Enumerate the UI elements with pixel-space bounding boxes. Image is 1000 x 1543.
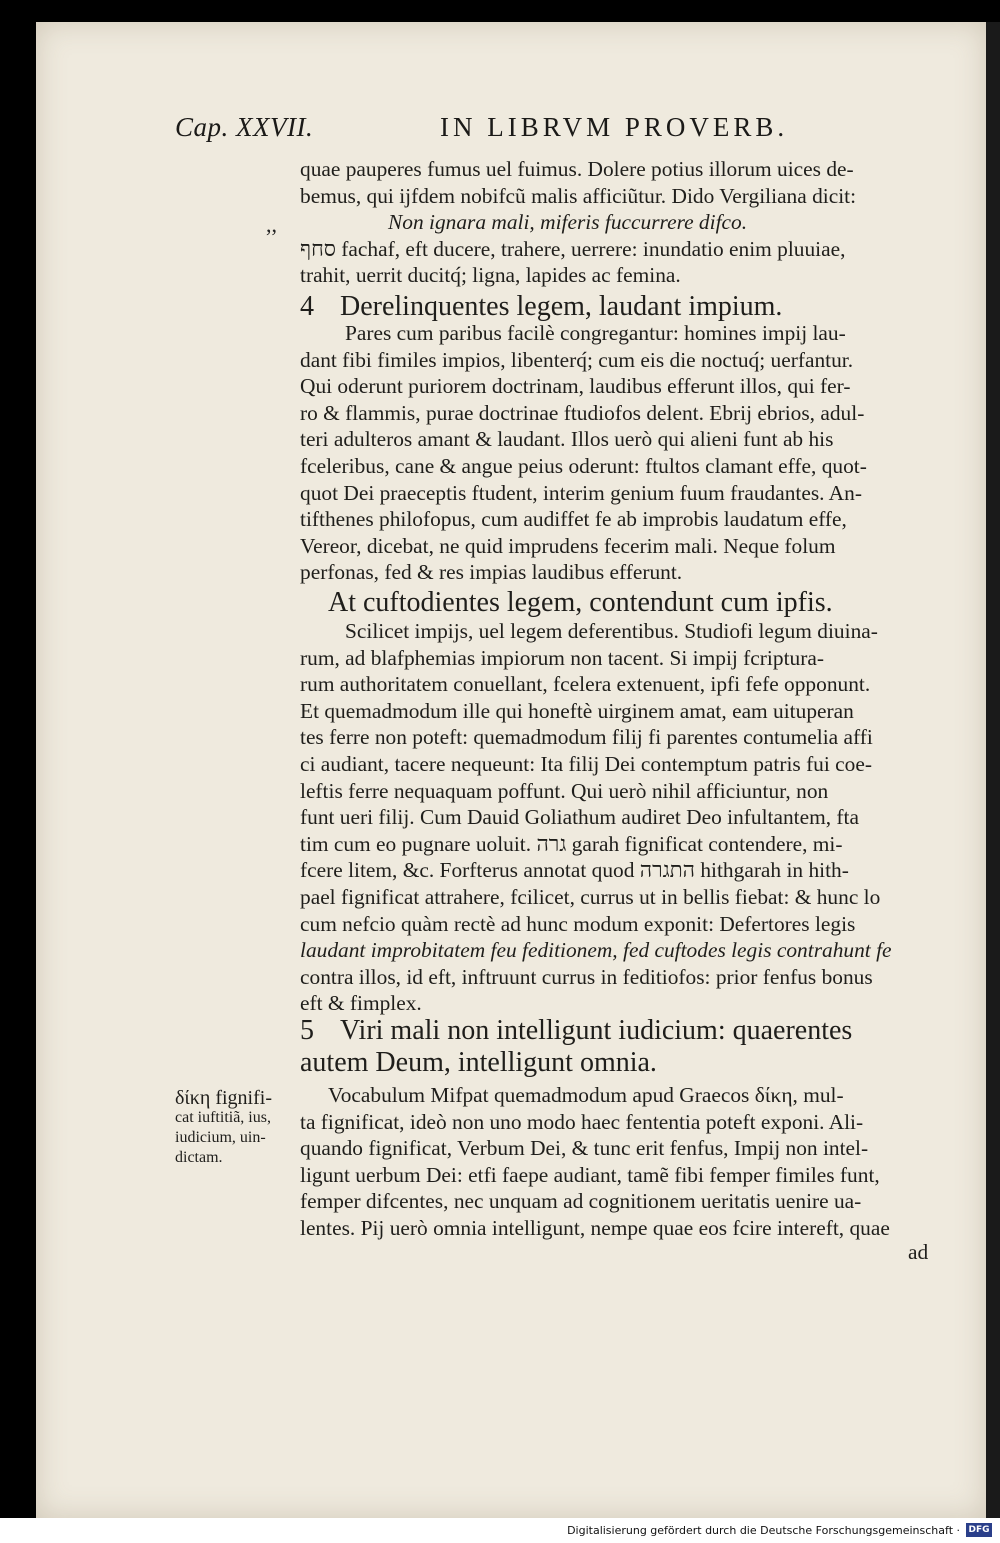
- text-line: trahit, uerrit ducitq́; ligna, lapides ac femina.: [300, 263, 681, 288]
- catchword: ad: [908, 1240, 929, 1264]
- text-line: ro & flammis, purae doctrinae ftudiofos delent. Ebrij ebrios, adul-: [300, 400, 865, 425]
- text-line: סחף fachaf, eft ducere, trahere, uerrere: inundatio enim pluuiae,: [300, 236, 846, 261]
- margin-note: [175, 1088, 295, 1168]
- text-line: rum authoritatem conuellant, fcelera extenuent, ipfi fefe opponunt.: [300, 672, 871, 697]
- funding-credit: Digitalisierung gefördert durch die Deutsche Forschungsgemeinschaft ·: [567, 1524, 960, 1537]
- margin-note-line: cat iuftitiã, ius,: [175, 1109, 271, 1126]
- text-line: ligunt uerbum Dei: etfi faepe audiant, tamẽ fibi femper fimiles funt,: [300, 1162, 880, 1187]
- margin-note-line: dictam.: [175, 1149, 223, 1166]
- text-line: ta fignificat, ideò non uno modo haec fententia poteft exponi. Ali-: [300, 1109, 864, 1134]
- text-line: Vereor, dicebat, ne quid imprudens fecerim mali. Neque folum: [300, 533, 836, 558]
- text-line: fceleribus, cane & angue peius oderunt: ftultos clamant effe, quot-: [300, 453, 867, 478]
- commentary-paragraph: [300, 320, 940, 586]
- text-line: dant fibi fimiles impios, libenterq́; cum eis die noctuq́; uerfantur.: [300, 347, 854, 372]
- paragraph-continuation: [300, 156, 940, 289]
- text-line: laudant improbitatem feu feditionem, fed cuftodes legis contrahunt fe: [300, 938, 892, 963]
- text-line: fcere litem, &c. Forfterus annotat quod התגרה hithgarah in hith-: [300, 858, 849, 883]
- quotation-marker: ,,: [266, 212, 277, 237]
- text-line: cum nefcio quàm rectè ad hunc modum exponit: Defertores legis: [300, 911, 856, 936]
- verse-heading-4b: At cuftodientes legem, contendunt cum ipfis.: [328, 587, 833, 618]
- running-head: [175, 112, 835, 146]
- text-line: leftis ferre nequaquam poffunt. Qui uerò nihil afficiuntur, non: [300, 778, 829, 803]
- verse-text: Viri mali non intelligunt iudicium: quaerentes: [340, 1015, 853, 1046]
- text-line: femper difcentes, nec unquam ad cognitionem ueritatis uenire ua-: [300, 1189, 862, 1214]
- text-line: eft & fimplex.: [300, 991, 422, 1016]
- verse-number: 5: [300, 1015, 314, 1046]
- running-head-title: IN LIBRVM PROVERB.: [440, 112, 789, 142]
- text-line: tim cum eo pugnare uoluit. גרה garah fignificat contendere, mi-: [300, 831, 843, 856]
- text-line: Qui oderunt puriorem doctrinam, laudibus efferunt illos, qui fer-: [300, 374, 851, 399]
- text-line: Scilicet impijs, uel legem deferentibus. Studiofi legum diuina-: [345, 619, 878, 643]
- verse-number: 4: [300, 291, 314, 322]
- text-line: tes ferre non poteft: quemadmodum filij fi parentes contumelia affi: [300, 725, 873, 750]
- text-line: rum, ad blafphemias impiorum non tacent. Si impij fcriptura-: [300, 645, 824, 670]
- text-line: Vocabulum Mifpat quemadmodum apud Graecos δίκη, mul-: [328, 1083, 844, 1107]
- text-line: Pares cum paribus facilè congregantur: homines impij lau-: [345, 321, 846, 345]
- text-line: quando fignificat, Verbum Dei, & tunc erit fenfus, Impij non intel-: [300, 1136, 869, 1161]
- verse-quote: Non ignara mali, miferis fuccurrere difco.: [388, 210, 748, 235]
- verse-text: Derelinquentes legem, laudant impium.: [340, 291, 783, 322]
- text-line: quae pauperes fumus uel fuimus. Dolere potius illorum uices de-: [300, 157, 854, 181]
- text-line: Et quemadmodum ille qui honeftè uirginem amat, eam uituperan: [300, 698, 854, 723]
- verse-heading-5-cont: autem Deum, intelligunt omnia.: [300, 1047, 657, 1078]
- text-line: tifthenes philofopus, cum audiffet fe ab improbis laudatum effe,: [300, 507, 847, 532]
- margin-note-line: δίκη fignifi-: [175, 1087, 272, 1109]
- text-line: pael fignificat attrahere, fcilicet, currus ut in bellis fiebat: & hunc lo: [300, 884, 881, 909]
- digitization-footer: [0, 1518, 1000, 1543]
- verse-heading-5: [300, 1014, 940, 1050]
- text-line: contra illos, id eft, inftruunt currus in feditiofos: prior fenfus bonus: [300, 964, 873, 989]
- commentary-paragraph: [300, 618, 940, 1017]
- text-line: bemus, qui ijfdem nobifcũ malis afficiũtur. Dido Vergiliana dicit:: [300, 183, 857, 208]
- text-line: teri adulteros amant & laudant. Illos uerò qui alieni funt ab his: [300, 427, 834, 452]
- margin-note-line: iudicium, uin-: [175, 1129, 266, 1146]
- text-line: lentes. Pij uerò omnia intelligunt, nempe quae eos fcire intereft, quae: [300, 1215, 890, 1240]
- running-head-chapter: Cap. XXVII.: [175, 112, 314, 142]
- text-line: funt ueri filij. Cum Dauid Goliathum audiret Deo infultantem, fta: [300, 805, 859, 830]
- dfg-logo: DFG: [966, 1523, 992, 1537]
- text-line: perfonas, fed & res impias laudibus efferunt.: [300, 560, 683, 585]
- text-line: ci audiant, tacere nequeunt: Ita filij Dei contemptum patris fui coe-: [300, 751, 872, 776]
- page-edge: [986, 22, 1000, 1518]
- text-line: quot Dei praeceptis ftudent, interim genium fuum fraudantes. An-: [300, 480, 862, 505]
- commentary-paragraph: [300, 1082, 940, 1242]
